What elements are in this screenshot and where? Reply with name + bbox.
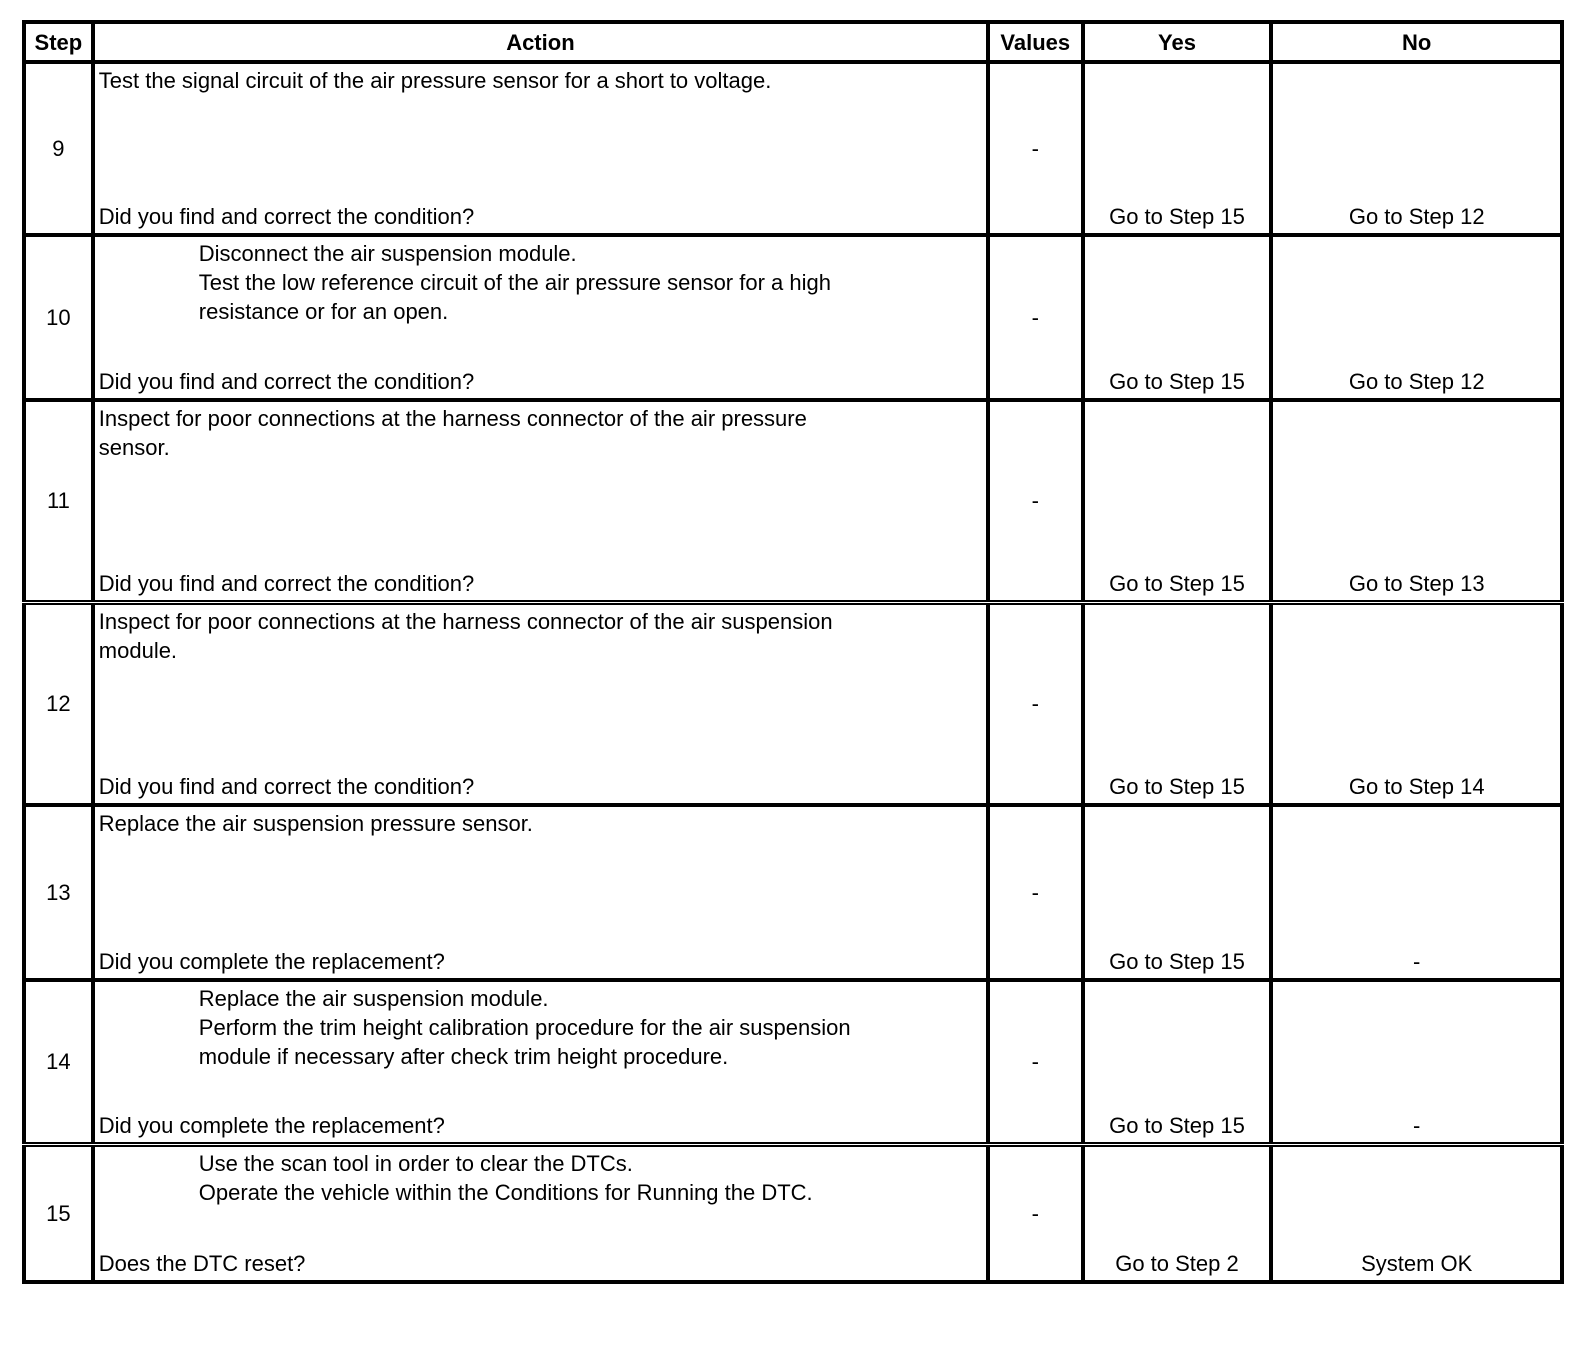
action-cell [93, 980, 988, 1144]
yes-cell: Go to Step 15 [1083, 400, 1272, 602]
step-number: 9 [24, 62, 93, 235]
yes-cell: Go to Step 15 [1083, 805, 1272, 980]
action-question: Did you find and correct the condition? [98, 204, 475, 229]
action-line: Test the low reference circuit of the air pressure sensor for a high [198, 270, 831, 295]
no-cell: System OK [1271, 1144, 1562, 1282]
table-row [24, 62, 1562, 235]
yes-cell: Go to Step 15 [1083, 602, 1272, 805]
values-cell: - [988, 62, 1082, 235]
action-line: Use the scan tool in order to clear the DTCs. [198, 1150, 633, 1176]
action-question: Does the DTC reset? [98, 1251, 306, 1276]
table-row [24, 235, 1562, 400]
no-cell: Go to Step 14 [1271, 602, 1562, 805]
no-cell: Go to Step 12 [1271, 62, 1562, 235]
yes-cell: Go to Step 15 [1083, 62, 1272, 235]
action-line: Disconnect the air suspension module. [198, 241, 577, 266]
action-question: Did you find and correct the condition? [98, 774, 475, 799]
action-line: resistance or for an open. [198, 299, 449, 324]
header-step: Step [24, 22, 93, 62]
action-line: module. [98, 637, 178, 663]
table-row [24, 980, 1562, 1144]
no-cell: Go to Step 13 [1271, 400, 1562, 602]
values-cell: - [988, 1144, 1082, 1282]
action-question: Did you find and correct the condition? [98, 570, 475, 596]
action-line: Replace the air suspension pressure sensor. [98, 811, 533, 836]
step-number: 11 [24, 400, 93, 602]
action-line: Inspect for poor connections at the harness connector of the air pressure [98, 406, 807, 431]
header-row [24, 22, 1562, 62]
header-values: Values [988, 22, 1082, 62]
action-cell [93, 235, 988, 400]
table-row [24, 602, 1562, 805]
values-cell: - [988, 235, 1082, 400]
yes-cell: Go to Step 15 [1083, 235, 1272, 400]
no-cell: - [1271, 980, 1562, 1144]
step-number: 14 [24, 980, 93, 1144]
action-line: Perform the trim height calibration procedure for the air suspension [198, 1015, 851, 1040]
action-cell [93, 400, 988, 602]
step-number: 15 [24, 1144, 93, 1282]
action-question: Did you complete the replacement? [98, 949, 445, 974]
values-cell: - [988, 400, 1082, 602]
values-cell: - [988, 805, 1082, 980]
action-line: module if necessary after check trim height procedure. [198, 1044, 729, 1069]
action-cell [93, 805, 988, 980]
yes-cell: Go to Step 2 [1083, 1144, 1272, 1282]
header-no: No [1271, 22, 1562, 62]
yes-cell: Go to Step 15 [1083, 980, 1272, 1144]
diagnostic-table-page [22, 20, 1564, 1284]
action-line: Replace the air suspension module. [198, 986, 549, 1011]
values-cell: - [988, 980, 1082, 1144]
action-cell [93, 62, 988, 235]
table-row [24, 1144, 1562, 1282]
action-question: Did you complete the replacement? [98, 1112, 445, 1138]
action-line: Inspect for poor connections at the harness connector of the air suspension [98, 608, 833, 634]
diagnostic-table [22, 20, 1564, 1284]
action-line: Test the signal circuit of the air pressure sensor for a short to voltage. [98, 68, 772, 93]
no-cell: - [1271, 805, 1562, 980]
no-cell: Go to Step 12 [1271, 235, 1562, 400]
step-number: 13 [24, 805, 93, 980]
table-row [24, 400, 1562, 602]
action-question: Did you find and correct the condition? [98, 369, 475, 394]
action-cell [93, 1144, 988, 1282]
action-cell [93, 602, 988, 805]
header-action: Action [93, 22, 988, 62]
action-line: sensor. [98, 435, 170, 460]
table-row [24, 805, 1562, 980]
header-yes: Yes [1083, 22, 1272, 62]
step-number: 12 [24, 602, 93, 805]
values-cell: - [988, 602, 1082, 805]
step-number: 10 [24, 235, 93, 400]
action-line: Operate the vehicle within the Conditions for Running the DTC. [198, 1179, 813, 1205]
